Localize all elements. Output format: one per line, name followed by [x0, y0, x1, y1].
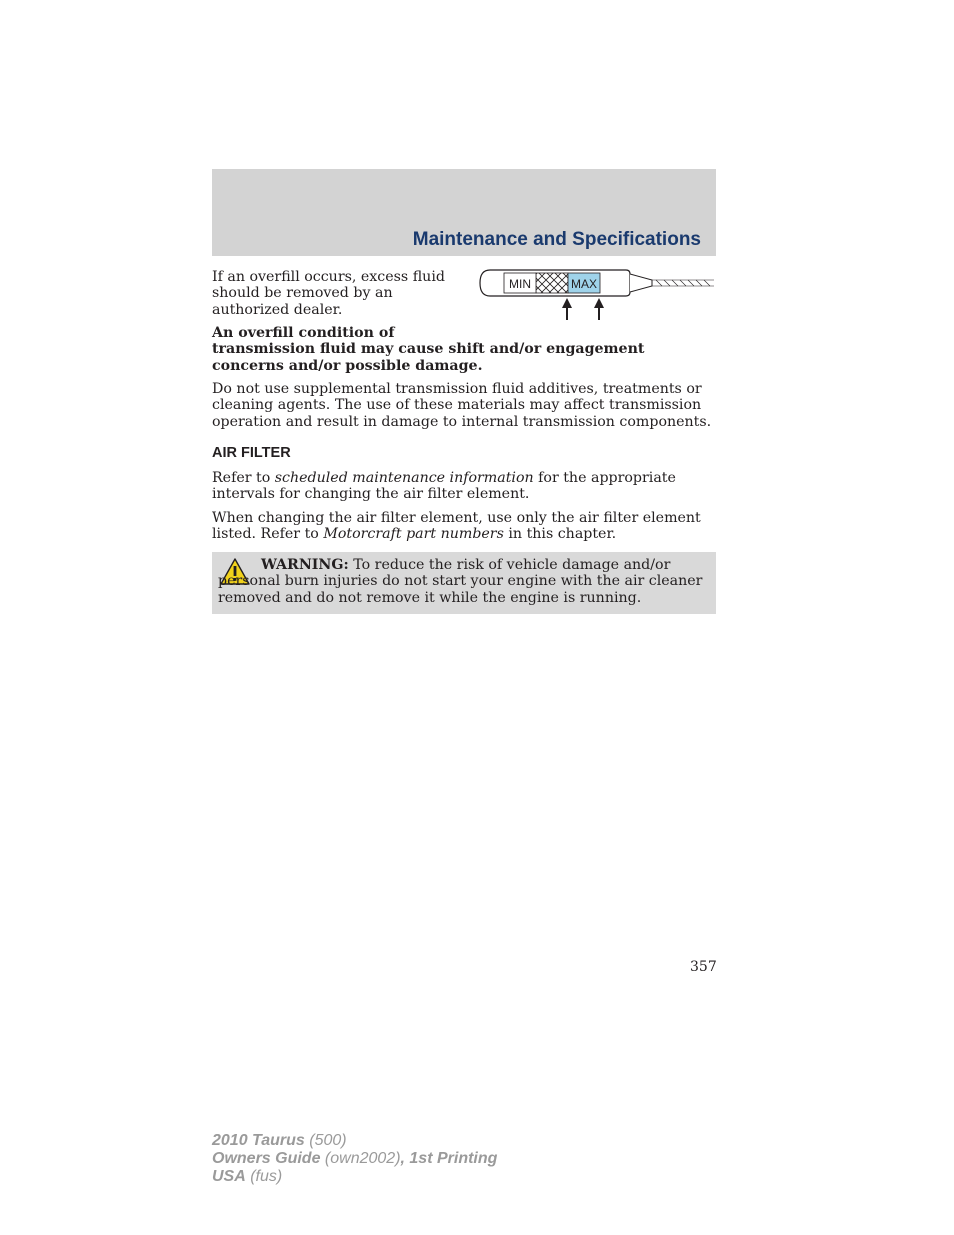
air-filter-heading: AIR FILTER [212, 445, 291, 461]
footer-model: 2010 Taurus [212, 1132, 305, 1149]
change-italic-link: Motorcraft part numbers [323, 526, 504, 543]
footer-line2 [212, 1150, 497, 1168]
footer-market-code: (fus) [245, 1168, 283, 1185]
warning-box [212, 552, 716, 614]
page-number: 357 [690, 959, 717, 975]
level-arrows [562, 298, 604, 320]
header-band [212, 169, 716, 256]
footer-guide-code: (own2002) [320, 1150, 401, 1167]
footer-line1 [212, 1132, 497, 1150]
dipstick-diagram [478, 268, 716, 322]
dipstick-tip [630, 274, 652, 292]
refer-text-start: Refer to [212, 470, 275, 486]
warning-label: WARNING: [261, 557, 349, 573]
footer-model-code: (500) [304, 1132, 347, 1149]
overfill-caution-line1: An overfill condition of [212, 325, 395, 341]
warning-text [218, 557, 714, 606]
change-text-end: in this chapter. [503, 526, 617, 543]
dipstick-cable [652, 280, 714, 286]
refer-italic-link: scheduled maintenance information [274, 470, 534, 486]
changing-paragraph [212, 510, 716, 543]
additives-paragraph: Do not use supplemental transmission fluid additives, treatments or cleaning agents. The use of these materials may affect transmission operation and result in damage to internal transmission components. [212, 381, 712, 430]
refer-text-end: for the appropriate intervals for changing the air filter element. [212, 470, 676, 503]
dipstick-max-label: MAX [570, 277, 598, 291]
overfill-paragraph: If an overfill occurs, excess fluid should be removed by an authorized dealer. [212, 269, 445, 318]
change-text-start: When changing the air filter element, use only the air filter element listed. Refer to [212, 510, 701, 543]
page-title: Maintenance and Specifications [412, 229, 701, 250]
warning-body: To reduce the risk of vehicle damage and/or personal burn injuries do not start your engine with the air cleaner removed and do not remove it while the engine is running. [218, 557, 703, 606]
footer-guide: Owners Guide [212, 1150, 321, 1167]
footer-line3 [212, 1168, 497, 1186]
footer [212, 1132, 497, 1186]
dipstick-min-label: MIN [509, 277, 531, 291]
overfill-caution-line2: transmission fluid may cause shift and/or engagement concerns and/or possible damage. [212, 341, 645, 374]
overfill-caution [212, 325, 716, 374]
footer-market: USA [212, 1168, 246, 1185]
refer-paragraph [212, 470, 716, 503]
dipstick-hatch-zone [536, 273, 568, 293]
footer-printing: , 1st Printing [400, 1150, 498, 1167]
